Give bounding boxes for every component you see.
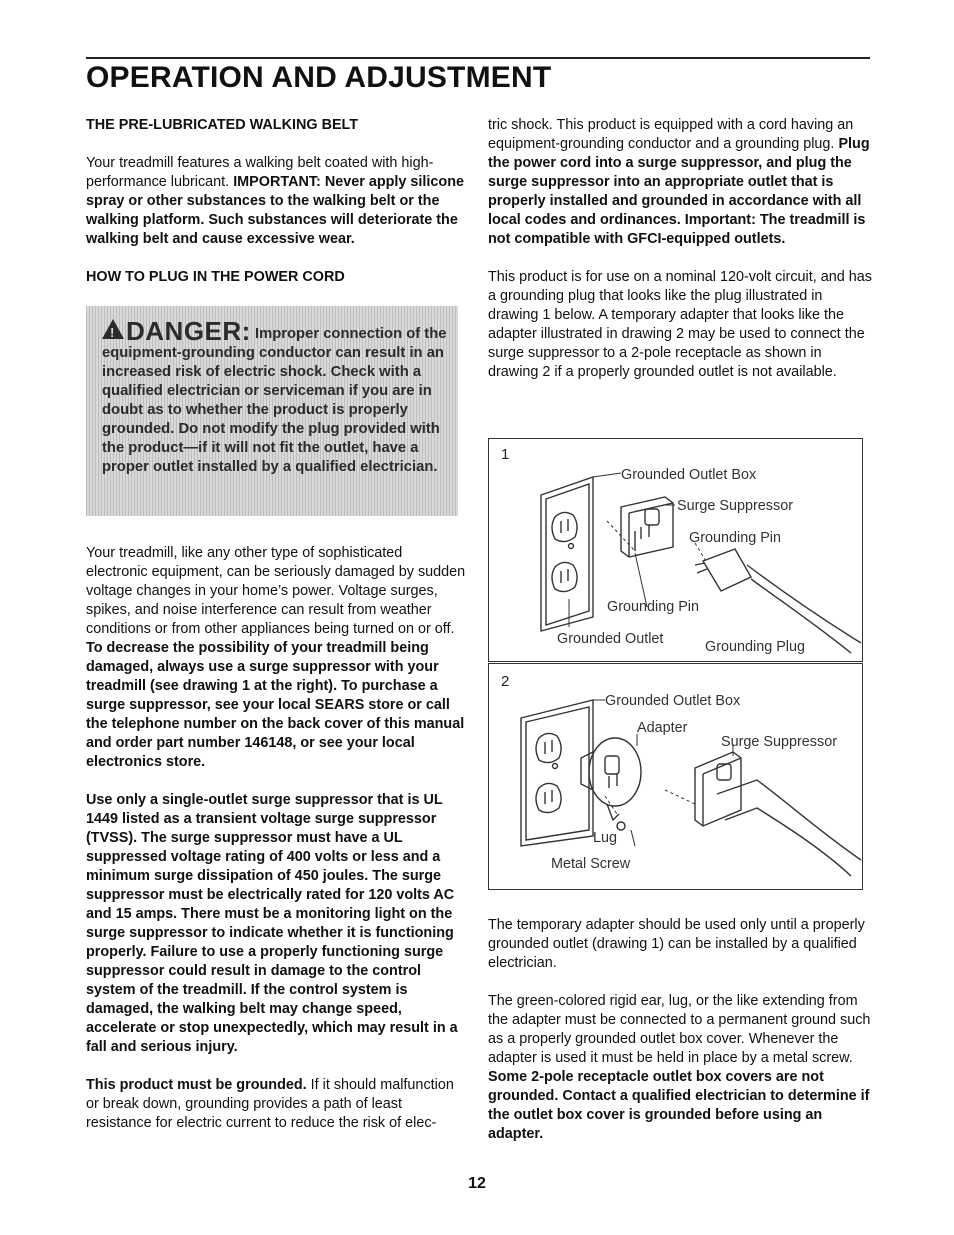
belt-text: Your treadmill features a walking belt coated with high-performance lubricant. <box>86 155 434 190</box>
header-rule <box>86 57 870 59</box>
cord-paragraph <box>488 116 872 249</box>
label-surge-suppressor: Surge Suppressor <box>677 498 793 514</box>
figure-1-drawing <box>489 439 862 661</box>
outlet-plate-illustration <box>541 477 593 631</box>
right-column-top <box>488 116 872 401</box>
label-surge-suppressor-2: Surge Suppressor <box>721 734 837 750</box>
temporary-adapter-paragraph: The temporary adapter should be used only until a properly grounded outlet (drawing 1) can be installed by a qualified electrician. <box>488 917 865 971</box>
belt-warning: IMPORTANT: Never apply silicone spray or other substances to the walking belt or the walking platform. Such substances will deteriorate the walking belt and cause excessive wear. <box>86 174 465 247</box>
single-outlet-paragraph: Use only a single-outlet surge suppressor that is UL 1449 listed as a transient voltage surge suppressor (TVSS). The surge suppressor must have a UL suppressed voltage rating of 400 volts or less and a minimum surge dissipation of 450 joules. The surge suppressor must be electrically rated for 120 volts AC and 15 amps. There must be a monitoring light on the surge suppressor to indicate whether it is functioning properly. Failure to use a properly functioning surge suppressor could result in damage to the control system of the treadmill. If the control system is damaged, the walking belt may change speed, accelerate or stop unexpectedly, which may result in a fall and serious injury. <box>86 792 458 1055</box>
belt-paragraph <box>86 154 466 249</box>
label-grounding-pin-top: Grounding Pin <box>689 530 782 546</box>
circuit-paragraph: This product is for use on a nominal 120-volt circuit, and has a grounding plug that looks like the plug illustrated in drawing 1 below. A temporary adapter that looks like the adapter illustrated in drawing 2 may be used to connect the surge suppressor to a 2-pole receptacle as shown in drawing 2 if a properly grounded outlet is not available. <box>488 269 872 380</box>
figure-2-number: 2 <box>501 673 510 690</box>
grounding-plug-illustration <box>695 549 861 653</box>
label-grounding-pin-bottom: Grounding Pin <box>607 599 700 615</box>
danger-box <box>86 306 458 516</box>
surge-text: Your treadmill, like any other type of sophisticated electronic equipment, can be seriously damaged by sudden voltage changes in your home’s power. Voltage surges, spikes, and noise interference can result from weather conditions or from other appliances being turned on or off. <box>86 545 466 637</box>
figure-1-number: 1 <box>501 446 510 463</box>
heading-walking-belt: THE PRE-LUBRICATED WALKING BELT <box>86 117 359 133</box>
figure-1 <box>488 438 863 662</box>
figure-2 <box>488 663 863 890</box>
surge-suppressor-illustration <box>621 497 673 557</box>
cord-text: tric shock. This product is equipped with a cord having an equipment-grounding conductor and a grounding plug. <box>488 117 854 152</box>
right-column-bottom <box>488 916 872 1163</box>
grounded-text: If it should malfunction or break down, grounding provides a path of least resistance for electric current to reduce the risk of elec- <box>86 1077 454 1131</box>
grounded-paragraph <box>86 1076 466 1133</box>
green-ear-text: The green-colored rigid ear, lug, or the like extending from the adapter must be connected to a permanent ground such as a properly grounded outlet box cover. Whenever the adapter is used it must be held in place by a metal screw. <box>488 993 871 1066</box>
page-title: OPERATION AND ADJUSTMENT <box>86 61 552 94</box>
label-grounded-outlet-box: Grounded Outlet Box <box>621 467 757 483</box>
surge-paragraph <box>86 544 466 772</box>
danger-heading: DANGER: <box>126 316 251 346</box>
two-pole-outlet-illustration <box>521 700 593 846</box>
label-grounded-outlet: Grounded Outlet <box>557 631 664 647</box>
danger-text-block <box>102 318 458 477</box>
green-ear-warning: Some 2-pole receptacle outlet box covers are not grounded. Contact a qualified electrician to determine if the outlet box cover is grounded before using an adapter. <box>488 1069 870 1142</box>
label-grounded-outlet-box-2: Grounded Outlet Box <box>605 693 741 709</box>
grounded-warning: This product must be grounded. <box>86 1077 307 1093</box>
page-number: 12 <box>468 1175 486 1192</box>
warning-triangle-icon <box>102 319 124 339</box>
heading-power-cord: HOW TO PLUG IN THE POWER CORD <box>86 269 345 285</box>
cord-instructions: Plug the power cord into a surge suppressor, and plug the surge suppressor into an appropriate outlet that is properly installed and grounded in accordance with all local codes and ordinances. Important: The treadmill is not compatible with GFCI-equipped outlets. <box>488 136 870 247</box>
surge-instructions: To decrease the possibility of your treadmill being damaged, always use a surge suppressor with your treadmill (see drawing 1 at the right). To purchase a surge suppressor, see your local SEARS store or call the telephone number on the back cover of this manual and order part number 146148, or see your local electronics store. <box>86 640 465 770</box>
label-grounding-plug: Grounding Plug <box>705 639 806 655</box>
danger-message: Improper connection of the equipment-grounding conductor can result in an increased risk of electric shock. Check with a qualified electrician or serviceman if you are in doubt as to whether the product is properly grounded. Do not modify the plug provided with the product—if it will not fit the outlet, have a proper outlet installed by a qualified electrician. <box>102 326 447 475</box>
left-column <box>86 116 466 1152</box>
green-ear-paragraph <box>488 992 872 1144</box>
label-adapter: Adapter <box>637 720 688 736</box>
label-lug: Lug <box>593 830 618 846</box>
figure-2-drawing <box>489 664 862 889</box>
label-metal-screw: Metal Screw <box>551 856 631 872</box>
adapter-surge-suppressor-illustration <box>695 752 861 876</box>
adapter-illustration <box>581 738 641 830</box>
